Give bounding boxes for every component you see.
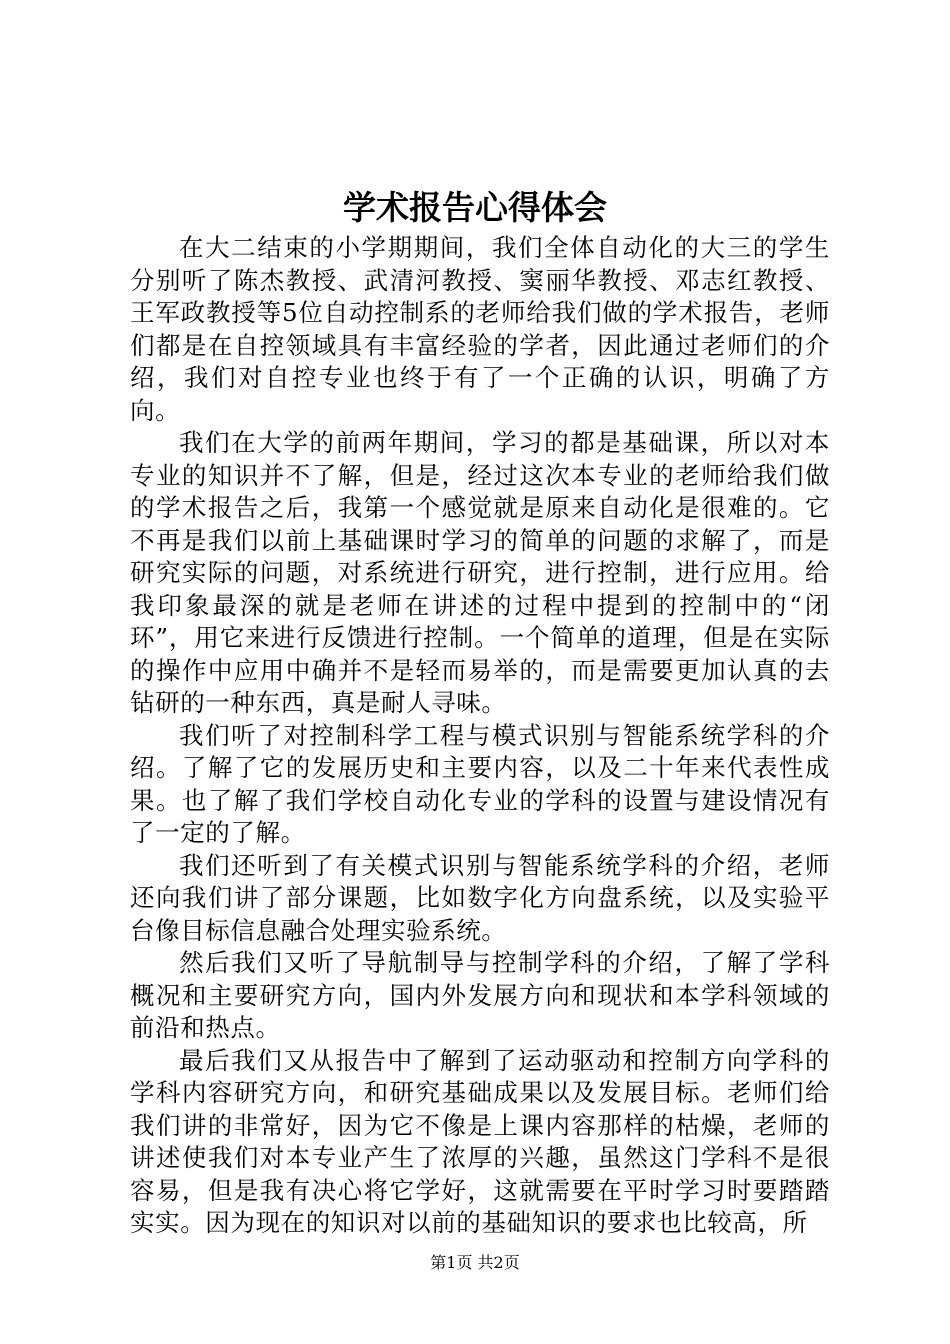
paragraph: 在大二结束的小学期期间，我们全体自动化的大三的学生分别听了陈杰教授、武清河教授、窦丽华教授、邓志红教授、王军政教授等5位自动控制系的老师给我们做的学术报告，老师们都是在自控领域具有丰富经验的学者，因此通过老师们的介绍，我们对自控专业也终于有了一个正确的认识，明确了方向。 — [130, 233, 830, 425]
paragraph: 最后我们又从报告中了解到了运动驱动和控制方向学科的学科内容研究方向，和研究基础成果以及发展目标。老师们给我们讲的非常好，因为它不像是上课内容那样的枯燥，老师的讲述使我们对本专业产生了浓厚的兴趣，虽然这门学科不是很容易，但是我有决心将它学好，这就需要在平时学习时要踏踏实实。因为现在的知识对以前的基础知识的要求也比较高，所 — [130, 1045, 830, 1237]
paragraph: 然后我们又听了导航制导与控制学科的介绍，了解了学科概况和主要研究方向，国内外发展方向和现状和本学科领域的前沿和热点。 — [130, 948, 830, 1042]
paragraph: 我们还听到了有关模式识别与智能系统学科的介绍，老师还向我们讲了部分课题，比如数字化方向盘系统，以及实验平台像目标信息融合处理实验系统。 — [130, 850, 830, 945]
paragraph: 我们在大学的前两年期间，学习的都是基础课，所以对本专业的知识并不了解，但是，经过这次本专业的老师给我们做的学术报告之后，我第一个感觉就是原来自动化是很难的。它不再是我们以前上基础课时学习的简单的问题的求解了，而是研究实际的问题，对系统进行研究，进行控制，进行应用。给我印象最深的就是老师在讲述的过程中提到的控制中的“闭环”，用它来进行反馈进行控制。一个简单的道理，但是在实际的操作中应用中确并不是轻而易举的，而是需要更加认真的去钻研的一种东西，真是耐人寻味。 — [130, 428, 830, 717]
page-number-footer: 第1页 共2页 — [430, 1253, 520, 1272]
document-body — [130, 232, 830, 1240]
paragraph: 我们听了对控制科学工程与模式识别与智能系统学科的介绍。了解了它的发展历史和主要内容，以及二十年来代表性成果。也了解了我们学校自动化专业的学科的设置与建设情况有了一定的了解。 — [130, 720, 830, 847]
document-title: 学术报告心得体会 — [343, 188, 607, 227]
